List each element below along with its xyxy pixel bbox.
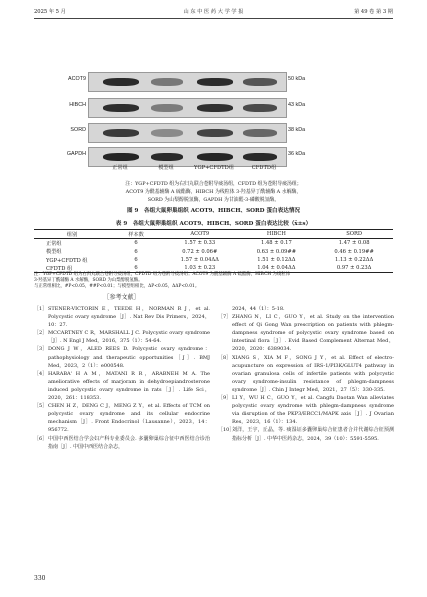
table-cell: YGP+CFDTD 组 xyxy=(46,257,88,264)
data-table xyxy=(34,229,393,273)
header-divider xyxy=(34,18,393,19)
table-cell: 正常组 xyxy=(46,240,62,247)
figure-note xyxy=(60,180,367,204)
blot-kda-label: 50 kDa xyxy=(288,76,306,82)
table-note-line: 与正常组相比，#P<0.05，##P<0.01；与模型组相比，ΔP<0.05，ΔΔP<0.01。 xyxy=(34,284,200,289)
references-right-column xyxy=(218,305,394,443)
blot-row-hibch xyxy=(69,98,340,116)
reference-item: ［8］ XIANG S，XIA M F，SONG J Y，et al. Effect of electro-acupuncture on expression of IRS-1/PI3K/GLUT4 pathway in ovarian granulosa cells of infertile patients with polycystic ovary syndrome-insulin resistance of phlegm-dampness syndrome［J］. Chin J Integr Med，2021，27（5）：330-335. xyxy=(218,354,394,393)
blot-lane-labels xyxy=(88,164,285,174)
blot-row-gapdh xyxy=(66,147,340,165)
table-header-cell: HIBCH xyxy=(238,230,316,239)
blot-strip xyxy=(88,98,287,118)
blot-row-acot9 xyxy=(68,72,340,90)
figure-note-line: SORD 为山梨醇脱氢酶，GAPDH 为甘油醛-3-磷酸脱氢酶。 xyxy=(147,197,280,203)
band xyxy=(103,78,139,86)
reference-item: ［2］ MCCARTNEY C R，MARSHALL J C. Polycystic ovary syndrome［J］. N Engl J Med，2016，375（1）：54-64. xyxy=(34,330,210,345)
table-note xyxy=(34,272,393,290)
band xyxy=(197,78,233,86)
table-cell: 模型组 xyxy=(46,249,62,256)
table-header-cell: 样本数 xyxy=(110,230,162,239)
page-number: 330 xyxy=(34,575,46,582)
header-date: 2025 年 5 月 xyxy=(34,9,66,15)
band xyxy=(197,153,233,161)
table-cell: 1.57 ± 0.33 xyxy=(184,240,216,247)
reference-item: ［7］ ZHANG N，LI C，GUO Y，et al. Study on the intervention effect of Qi Gong Wan prescription on patients with phlegm-dampness syndrome of polycystic ovary syndrome based on intestinal flora［J］. Evid Based Complement Alternat Med，2020，2020：6389034. xyxy=(218,314,394,353)
figure-title: 图 9 各组大鼠卵巢组织 ACOT9、HIBCH、SORD 蛋白表达情况 xyxy=(126,208,301,214)
reference-item: ［10］ 刘洋，王宇，丘晶，等. 痰湿证多囊卵巢综合征患者合并代谢综合征预测指标分析［J］. 中华中医药杂志，2024，39（10）：5591-5595. xyxy=(218,427,394,442)
table-cell: 0.63 ± 0.09## xyxy=(256,248,297,255)
reference-item: ［1］ STENER-VICTORIN E，TEEDE H，NORMAN R J，et al. Polycystic ovary syndrome［J］. Nat Rev Dis Primers，2024，10：27. xyxy=(34,306,210,329)
lane-label: YGP+CFDTD组 xyxy=(194,165,234,171)
table-cell: 1.13 ± 0.22ΔΔ xyxy=(335,257,374,264)
table-cell: 6 xyxy=(134,257,138,264)
table-cell: CFDTD 组 xyxy=(34,264,110,273)
table-cell: 1.04 ± 0.04ΔΔ xyxy=(238,264,316,273)
table-title: 表 9 各组大鼠卵巢组织 ACOT9、HIBCH、SORD 蛋白表达比较（x̄±s） xyxy=(115,221,312,227)
band xyxy=(243,153,277,161)
band xyxy=(243,129,277,137)
table-note-line: 注：YGP+CFDTD 组为右归丸联合苍附导痰汤组，CFDTD 组为苍附导痰汤组；ACOT9 为酰基辅酶 A 硫酯酶，HIBCH 为线粒体 xyxy=(34,272,291,277)
table-cell: 6 xyxy=(110,264,162,273)
table-row xyxy=(34,256,393,264)
table-cell: 1.57 ± 0.04ΔΔ xyxy=(180,257,219,264)
blot-strip xyxy=(88,123,287,143)
blot-protein-label: ACOT9 xyxy=(68,76,86,82)
blot-kda-label: 36 kDa xyxy=(288,151,306,157)
reference-item: ［9］ LI Y，WU H C，GUO Y，et al. Cangfu Daotan Wan alleviates polycystic ovary syndrome with phlegm-dampness syndrome via disruption of the PKP3/ERCC1/MAPK axis［J］. J Ovarian Res，2023，16（1）：134. xyxy=(218,395,394,426)
header-volume: 第 49 卷 第 3 期 xyxy=(354,9,393,15)
table-cell: 1.48 ± 0.17 xyxy=(261,240,292,247)
table-cell: 0.46 ± 0.19## xyxy=(334,248,374,255)
reference-item: ［6］ 中国中西医结合学会妇产科专业委员会. 多囊卵巢综合征中西医结合诊治指南［J］. 中国中西医结合杂志， xyxy=(34,435,210,450)
band xyxy=(243,78,277,86)
lane-label: CFDTD组 xyxy=(251,165,277,171)
lane-label: 模型组 xyxy=(158,165,174,171)
table-header-cell: 组别 xyxy=(34,230,110,239)
table-header-row xyxy=(34,230,393,239)
reference-item: ［3］ DONG J W，ALED REES D. Polycystic ovary syndrome：pathophysiology and therapeutic opportunities［J］. BMJ Med，2023，2（1）：e000548. xyxy=(34,346,210,369)
table-cell: 0.72 ± 0.06# xyxy=(182,248,218,255)
table-header-cell: ACOT9 xyxy=(162,230,238,239)
table-note-line: 3-羟基异丁酰辅酶 A 水解酶，SORD 为山梨醇脱氢酶。 xyxy=(34,278,143,283)
band xyxy=(243,104,277,112)
table-cell: 0.97 ± 0.23Δ xyxy=(315,264,393,273)
running-header xyxy=(34,8,393,17)
blot-protein-label: GAPDH xyxy=(66,151,86,157)
band xyxy=(103,104,139,112)
references-heading: ［参考文献］ xyxy=(103,294,140,301)
table-row xyxy=(34,239,393,248)
band xyxy=(103,129,139,137)
blot-protein-label: HIBCH xyxy=(69,102,86,108)
references-left-column xyxy=(34,305,210,451)
table-cell: 1.03 ± 0.23 xyxy=(162,264,238,273)
blot-strip xyxy=(88,72,287,92)
figure-note-line: 注：YGP+CFDTD 组为右归丸联合苍附导痰汤组，CFDTD 组为苍附导痰汤组； xyxy=(125,181,302,187)
band xyxy=(103,153,139,161)
band xyxy=(151,129,183,137)
figure-note-line: ACOT9 为酰基辅酶 A 硫酯酶，HIBCH 为线粒体 3-羟基异丁酰辅酶 A 水解酶， xyxy=(125,189,302,195)
blot-kda-label: 43 kDa xyxy=(288,102,306,108)
table-cell: 1.51 ± 0.12ΔΔ xyxy=(257,257,296,264)
blot-row-sord xyxy=(70,123,340,141)
blot-protein-label: SORD xyxy=(70,127,86,133)
table-cell: 6 xyxy=(134,248,138,255)
table-cell: 6 xyxy=(134,240,138,247)
table-cell: 1.47 ± 0.08 xyxy=(338,240,370,247)
table-header-cell: SORD xyxy=(315,230,393,239)
band xyxy=(151,78,183,86)
lane-label: 正常组 xyxy=(112,165,128,171)
reference-item: ［4］ HARABA' H A M，MATANI R R，ARABNEH M A. The ameliorative effects of marjoram in dehydroepiandrosterone induced polycystic ovary syndrome in rats［J］. Life Sci，2020，261：118353. xyxy=(34,370,210,402)
header-journal: 山 东 中 医 药 大 学 学 报 xyxy=(183,9,244,15)
reference-item: 2024，44（1）：5-18. xyxy=(232,306,285,312)
band xyxy=(197,104,233,112)
blot-kda-label: 38 kDa xyxy=(288,127,306,133)
band xyxy=(151,153,183,161)
band xyxy=(151,104,183,112)
table-row xyxy=(34,248,393,256)
reference-item: ［5］ CHEN H Z，DENG C J，MENG Z Y，et al. Effects of TCM on polycystic ovary syndrome and its cellular endocrine mechanism［J］. Front Endocrinol（Lausanne），2023，14：956772. xyxy=(34,403,210,434)
band xyxy=(197,129,233,137)
